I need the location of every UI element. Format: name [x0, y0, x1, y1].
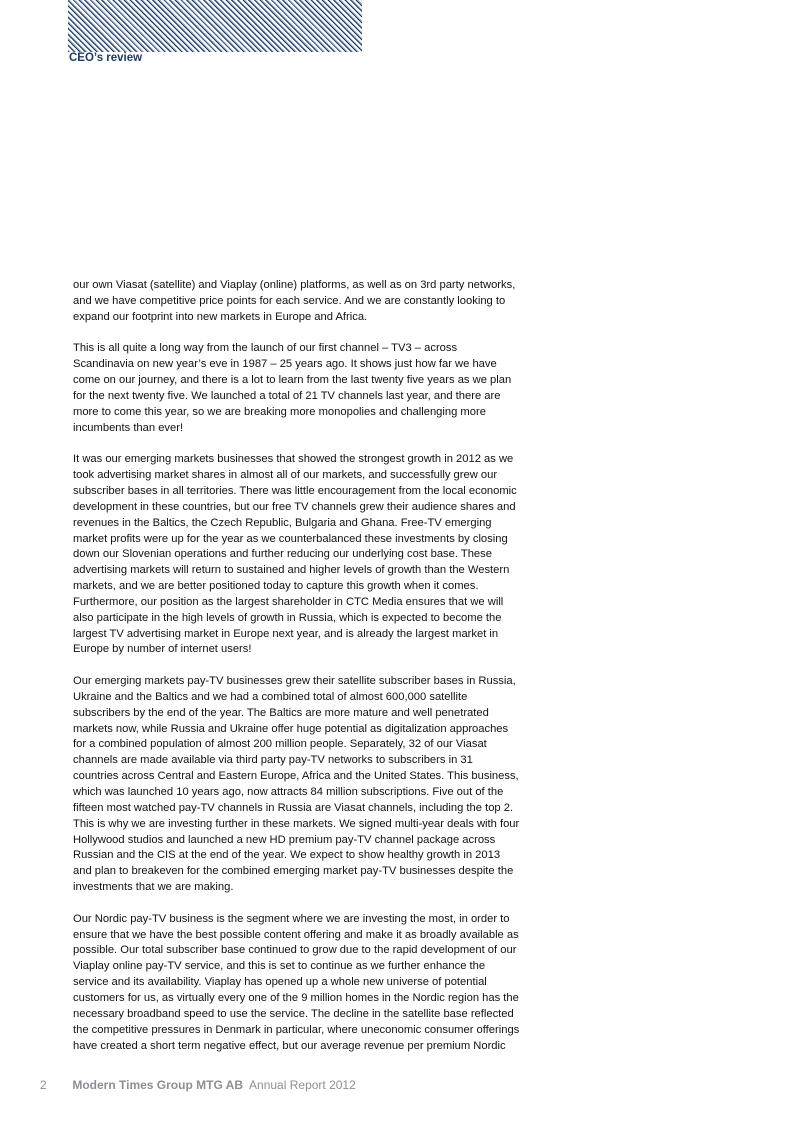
text-line: Europe by number of internet users! [73, 643, 252, 656]
text-line: markets now, while Russia and Ukraine offer huge potential as digitalization approaches [73, 722, 509, 735]
text-line: Scandinavia on new year’s eve in 1987 – 25 years ago. It shows just how far we have [73, 358, 497, 371]
text-line: countries across Central and Eastern Europe, Africa and the United States. This business, [73, 770, 519, 783]
text-line: This is why we are investing further in these markets. We signed multi-year deals with four [73, 817, 520, 830]
paragraph [73, 912, 673, 1055]
text-line: expand our footprint into new markets in Europe and Africa. [73, 310, 368, 323]
text-line: Ukraine and the Baltics and we had a combined total of almost 600,000 satellite [73, 690, 468, 703]
text-line: ensure that we have the best possible content offering and make it as broadly available as [73, 928, 519, 941]
text-line: It was our emerging markets businesses that showed the strongest growth in 2012 as we [73, 453, 514, 466]
text-line: and plan to breakeven for the combined emerging market pay-TV businesses despite the [73, 865, 514, 878]
paragraph [73, 341, 673, 436]
page-number: 2 [40, 1078, 47, 1092]
text-line: markets, and we are better positioned today to capture this growth when it comes. [73, 580, 479, 593]
company-name: Modern Times Group MTG AB [72, 1078, 244, 1092]
text-line: Russian and the CIS at the end of the year. We expect to show healthy growth in 2013 [73, 849, 501, 862]
text-line: Furthermore, our position as the largest shareholder in CTC Media ensures that we will [73, 595, 504, 608]
text-line: fifteen most watched pay-TV channels in Russia are Viasat channels, including the top 2. [73, 801, 514, 814]
body-text [73, 278, 673, 1070]
page-footer [40, 1078, 356, 1092]
text-line: for a combined population of almost 200 million people. Separately, 32 of our Viasat [73, 738, 487, 751]
text-line: down our Slovenian operations and further reducing our underlying cost base. These [73, 548, 492, 561]
text-line: Viaplay online pay-TV service, and this is set to continue as we further enhance the [73, 960, 486, 973]
text-line: which was launched 10 years ago, now attracts 84 million subscriptions. Five out of the [73, 786, 504, 798]
section-title: CEO’s review [69, 52, 143, 64]
text-line: for the next twenty five. We launched a total of 21 TV channels last year, and there are [73, 389, 501, 402]
text-line: subscribers by the end of the year. The Baltics are more mature and well penetrated [73, 706, 489, 719]
text-line: took advertising market shares in almost all of our markets, and successfully grew our [73, 469, 498, 482]
header-hatch-pattern [68, 0, 362, 52]
text-line: service and its availability. Viaplay has opened up a whole new universe of potential [73, 976, 487, 989]
text-line: This is all quite a long way from the launch of our first channel – TV3 – across [73, 342, 458, 355]
report-title: Annual Report 2012 [249, 1078, 356, 1092]
text-line: largest TV advertising market in Europe next year, and is already the largest market in [73, 627, 499, 640]
text-line: revenues in the Baltics, the Czech Republic, Bulgaria and Ghana. Free-TV emerging [73, 516, 492, 529]
text-line: have created a short term negative effect, but our average revenue per premium Nordic [73, 1039, 506, 1052]
paragraph [73, 452, 673, 658]
text-line: Our Nordic pay-TV business is the segment where we are investing the most, in order to [73, 912, 510, 925]
paragraph [73, 674, 673, 896]
paragraph [73, 278, 673, 326]
text-line: investments that we are making. [73, 881, 234, 894]
text-line: market profits were up for the year as we counterbalanced these investments by closing [73, 532, 508, 545]
text-line: more to come this year, so we are breaking more monopolies and challenging more [73, 405, 486, 418]
text-line: come on our journey, and there is a lot to learn from the last twenty five years as we plan [73, 374, 512, 387]
text-line: advertising markets will return to sustained and higher levels of growth than the Western [73, 564, 510, 577]
text-line: the competitive pressures in Denmark in particular, where uneconomic consumer offerings [73, 1023, 520, 1036]
text-line: Our emerging markets pay-TV businesses grew their satellite subscriber bases in Russia, [73, 675, 516, 688]
text-line: channels are made available via third party pay-TV networks to subscribers in 31 [73, 754, 473, 767]
text-line: incumbents than ever! [73, 421, 184, 434]
text-line: customers for us, as virtually every one of the 9 million homes in the Nordic region has the [73, 991, 519, 1004]
text-line: also participate in the high levels of growth in Russia, which is expected to become the [73, 611, 502, 624]
text-line: and we have competitive price points for each service. And we are constantly looking to [73, 294, 506, 307]
text-line: subscriber bases in all territories. There was little encouragement from the local economic [73, 484, 517, 497]
text-line: necessary broadband speed to use the service. The decline in the satellite base reflected [73, 1007, 514, 1020]
text-line: development in these countries, but our free TV channels grew their audience shares and [73, 500, 516, 513]
text-line: possible. Our total subscriber base continued to grow due to the rapid development of our [73, 944, 517, 957]
text-line: Hollywood studios and launched a new HD premium pay-TV channel package across [73, 833, 496, 846]
text-line: our own Viasat (satellite) and Viaplay (online) platforms, as well as on 3rd party networks, [73, 279, 516, 291]
